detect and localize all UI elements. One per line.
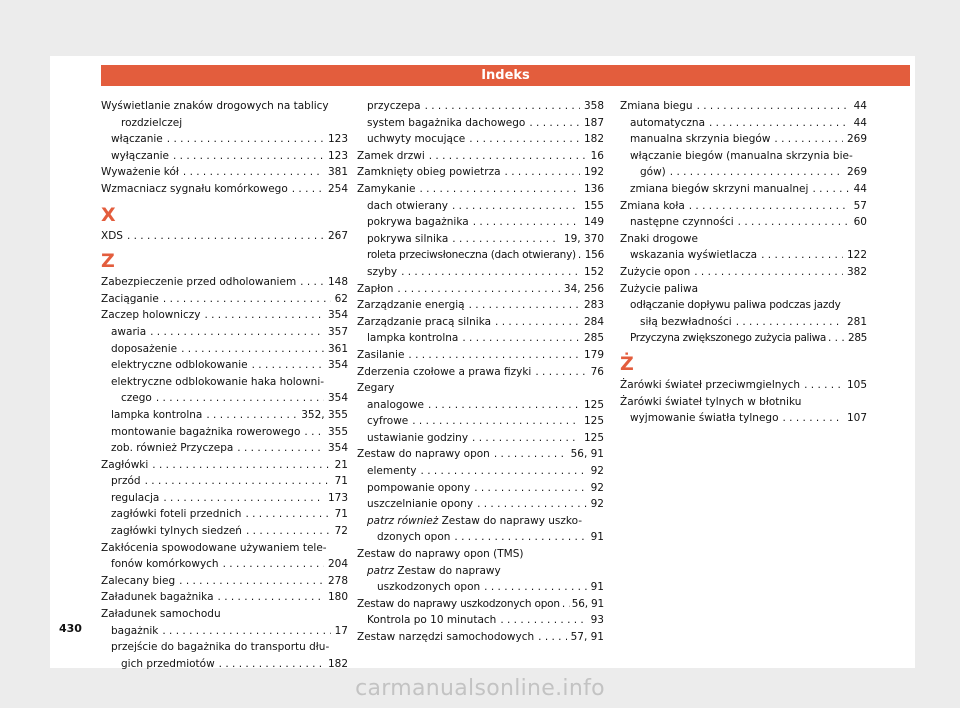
index-column-2 (357, 98, 604, 646)
index-subentry: elektryczne odblokowanie haka holowni- (111, 375, 325, 388)
index-entry: Zestaw do naprawy uszkodzonych opon . . . 56, 91 (357, 596, 604, 613)
index-subentry: Przyczyna zwiększonego zużycia paliwa . . . 285 (620, 330, 867, 347)
index-subentry: system bagażnika dachowego . . . 187 (357, 115, 604, 132)
index-entry: Zestaw do naprawy opon . . . 56, 91 (357, 446, 604, 463)
index-subentry: manualna skrzynia biegów . . . 269 (620, 131, 867, 148)
index-entry: Wzmacniacz sygnału komórkowego . . . 254 (101, 181, 348, 198)
page-number: 430 (59, 622, 82, 635)
index-subentry: zagłówki foteli przednich . . . 71 (101, 506, 348, 523)
section-letter-x: X (101, 203, 116, 226)
index-entry: Załadunek bagażnika . . . 180 (101, 589, 348, 606)
index-subentry: cyfrowe . . . 125 (357, 413, 604, 430)
index-entry: Wyważenie kół . . . 381 (101, 164, 348, 181)
index-entry: Zapłon . . . 34, 256 (357, 281, 604, 298)
index-subentry-continuation: dzonych opon . . . 91 (357, 529, 604, 546)
index-entry: Znaki drogowe (620, 232, 698, 245)
index-subentry: włączanie . . . 123 (101, 131, 348, 148)
index-subentry: elektryczne odblokowanie . . . 354 (101, 357, 348, 374)
index-column-3 (620, 98, 867, 427)
index-entry: Zamknięty obieg powietrza . . . 192 (357, 164, 604, 181)
index-subentry: przejście do bagażnika do transportu dłu- (111, 641, 330, 654)
index-subentry: patrz również Zestaw do naprawy uszko- (367, 514, 583, 527)
index-subentry: ustawianie godziny . . . 125 (357, 430, 604, 447)
index-entry: Wyświetlanie znaków drogowych na tablicy (101, 100, 329, 112)
index-entry: Zderzenia czołowe a prawa fizyki . . . 76 (357, 364, 604, 381)
index-subentry: pompowanie opony . . . 92 (357, 480, 604, 497)
index-entry: Zalecany bieg . . . 278 (101, 573, 348, 590)
index-entry: Zagłówki . . . 21 (101, 457, 348, 474)
index-subentry-continuation: czego . . . 354 (101, 390, 348, 407)
index-subentry: elementy . . . 92 (357, 463, 604, 480)
index-entry: Żarówki świateł tylnych w błotniku (620, 395, 802, 408)
index-entry: Zaciąganie . . . 62 (101, 291, 348, 308)
index-entry: Zestaw do naprawy opon (TMS) (357, 548, 524, 561)
index-subentry: wyłączanie . . . 123 (101, 148, 348, 165)
index-subentry: szyby . . . 152 (357, 264, 604, 281)
index-subentry: bagażnik . . . 17 (101, 623, 348, 640)
index-entry: Zamykanie . . . 136 (357, 181, 604, 198)
index-subentry: następne czynności . . . 60 (620, 214, 867, 231)
index-column-1 (101, 98, 348, 672)
index-page (50, 56, 915, 668)
index-entry-continuation: rozdzielczej (121, 116, 183, 129)
index-subentry: przód . . . 71 (101, 473, 348, 490)
index-subentry: dach otwierany . . . 155 (357, 198, 604, 215)
index-subentry: uszczelnianie opony . . . 92 (357, 496, 604, 513)
index-entry: Zarządzanie pracą silnika . . . 284 (357, 314, 604, 331)
index-subentry: zmiana biegów skrzyni manualnej . . . 44 (620, 181, 867, 198)
index-subentry: pokrywa bagażnika . . . 149 (357, 214, 604, 231)
index-entry: Zarządzanie energią . . . 283 (357, 297, 604, 314)
section-letter-z: Z (101, 250, 115, 273)
index-entry: Zużycie paliwa (620, 282, 699, 295)
watermark: carmanualsonline.info (355, 676, 605, 701)
index-subentry-continuation: gów) . . . 269 (620, 164, 867, 181)
page-header: Indeks (101, 65, 910, 86)
index-subentry: lampka kontrolna . . . 352, 355 (101, 407, 348, 424)
index-subentry: wyjmowanie światła tylnego . . . 107 (620, 410, 867, 427)
index-subentry: awaria . . . 357 (101, 324, 348, 341)
index-subentry: wskazania wyświetlacza . . . 122 (620, 247, 867, 264)
index-subentry: odłączanie dopływu paliwa podczas jazdy (630, 299, 841, 312)
index-subentry-continuation: gich przedmiotów . . . 182 (101, 656, 348, 673)
index-entry: Zmiana biegu . . . 44 (620, 98, 867, 115)
index-subentry: analogowe . . . 125 (357, 397, 604, 414)
index-subentry: patrz Zestaw do naprawy (367, 564, 501, 577)
index-subentry: pokrywa silnika . . . 19, 370 (357, 231, 604, 248)
index-entry: Żarówki świateł przeciwmgielnych . . . 105 (620, 377, 867, 394)
index-entry: Zużycie opon . . . 382 (620, 264, 867, 281)
index-entry-continuation: fonów komórkowych . . . 204 (101, 556, 348, 573)
index-subentry: uchwyty mocujące . . . 182 (357, 131, 604, 148)
index-entry: Zestaw narzędzi samochodowych . . . 57, 91 (357, 629, 604, 646)
index-entry: XDS . . . 267 (101, 228, 348, 245)
section-letter-z-dot: Ż (620, 352, 634, 375)
index-entry: Zaczep holowniczy . . . 354 (101, 307, 348, 324)
index-subentry-continuation: siłą bezwładności . . . 281 (620, 314, 867, 331)
index-entry: Zamek drzwi . . . 16 (357, 148, 604, 165)
index-subentry: lampka kontrolna . . . 285 (357, 330, 604, 347)
index-entry: Zabezpieczenie przed odholowaniem . . . 148 (101, 274, 348, 291)
index-subentry: doposażenie . . . 361 (101, 341, 348, 358)
index-subentry: automatyczna . . . 44 (620, 115, 867, 132)
index-subentry-continuation: uszkodzonych opon . . . 91 (357, 579, 604, 596)
index-entry: Zegary (357, 382, 395, 395)
index-subentry: regulacja . . . 173 (101, 490, 348, 507)
index-subentry: zob. również Przyczepa . . . 354 (101, 440, 348, 457)
index-subentry: roleta przeciwsłoneczna (dach otwierany) . . . 156 (357, 247, 604, 264)
index-subentry: Kontrola po 10 minutach . . . 93 (357, 612, 604, 629)
index-entry: Zasilanie . . . 179 (357, 347, 604, 364)
index-entry: Załadunek samochodu (101, 608, 221, 621)
index-entry: Zakłócenia spowodowane używaniem tele- (101, 541, 327, 554)
index-subentry: włączanie biegów (manualna skrzynia bie- (630, 149, 853, 162)
index-subentry: zagłówki tylnych siedzeń . . . 72 (101, 523, 348, 540)
index-subentry: montowanie bagażnika rowerowego . . . 355 (101, 424, 348, 441)
index-subentry: przyczepa . . . 358 (357, 98, 604, 115)
index-entry: Zmiana koła . . . 57 (620, 198, 867, 215)
